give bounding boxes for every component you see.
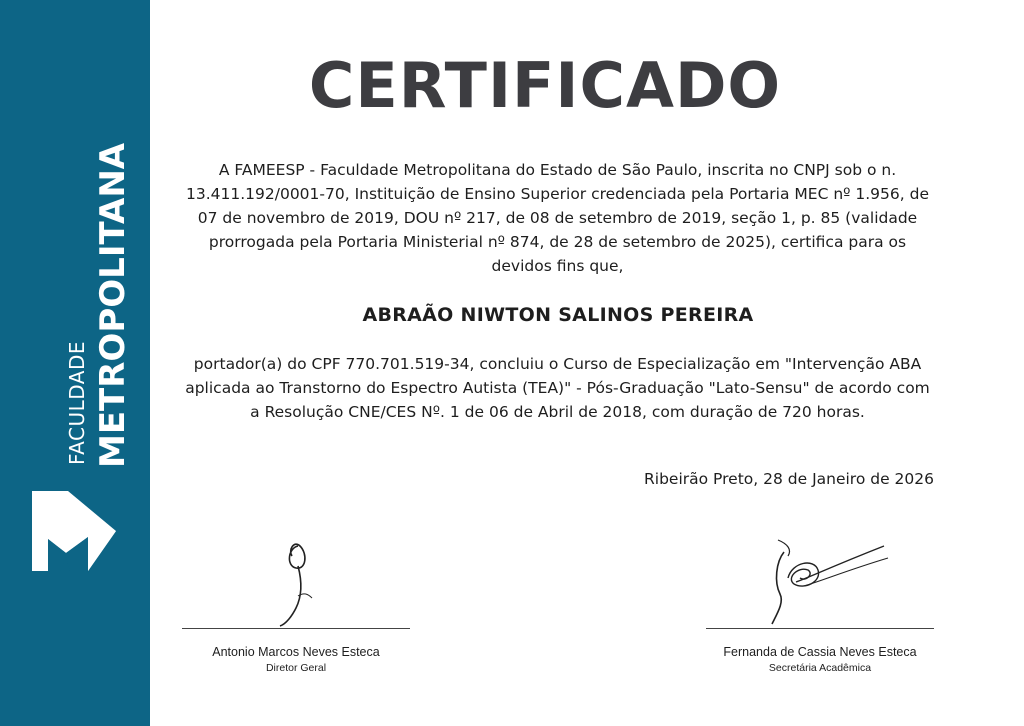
intro-paragraph: A FAMEESP - Faculdade Metropolitana do Estado de São Paulo, inscrita no CNPJ sob o n. 13.411.192/0001-70, Instituição de Ensino Superior credenciada pela Portaria MEC nº 1.956, de 07 de novembro de 2019, DOU nº 217, de 08 de setembro de 2019, seção 1, p. 85 (validade prorrogada pela Portaria Ministerial nº 874, de 28 de setembro de 2025), certifica para os devidos fins que, <box>185 161 929 275</box>
sidebar-band <box>0 0 150 726</box>
body-paragraph: portador(a) do CPF 770.701.519-34, concluiu o Curso de Especialização em "Intervenção ABA aplicada ao Transtorno do Espectro Autista (TEA)" - Pós-Graduação "Lato-Sensu" de acordo com a Resolução CNE/CES Nº. 1 de 06 de Abril de 2018, com duração de 720 horas. <box>185 355 930 421</box>
certificate-title: CERTIFICADO <box>308 49 782 122</box>
signature-line-1 <box>182 628 410 629</box>
brand-wordmark <box>0 0 150 480</box>
signature-line-2 <box>706 628 934 629</box>
brand-line-faculdade: FACULDADE <box>65 340 89 465</box>
signature-mark-2 <box>748 532 898 630</box>
place-date: Ribeirão Preto, 28 de Janeiro de 2026 <box>644 470 934 488</box>
signatory-role-2: Secretária Acadêmica <box>768 662 872 674</box>
brand-line-metropolitana: METROPOLITANA <box>93 142 133 468</box>
signatory-name-1: Antonio Marcos Neves Esteca <box>212 645 380 659</box>
signatory-role-1: Diretor Geral <box>265 662 327 674</box>
signatory-name-2: Fernanda de Cassia Neves Esteca <box>723 645 917 659</box>
recipient-name: ABRAÃO NIWTON SALINOS PEREIRA <box>362 304 754 326</box>
signature-mark-1 <box>268 536 328 628</box>
m-logo-icon <box>28 487 120 571</box>
